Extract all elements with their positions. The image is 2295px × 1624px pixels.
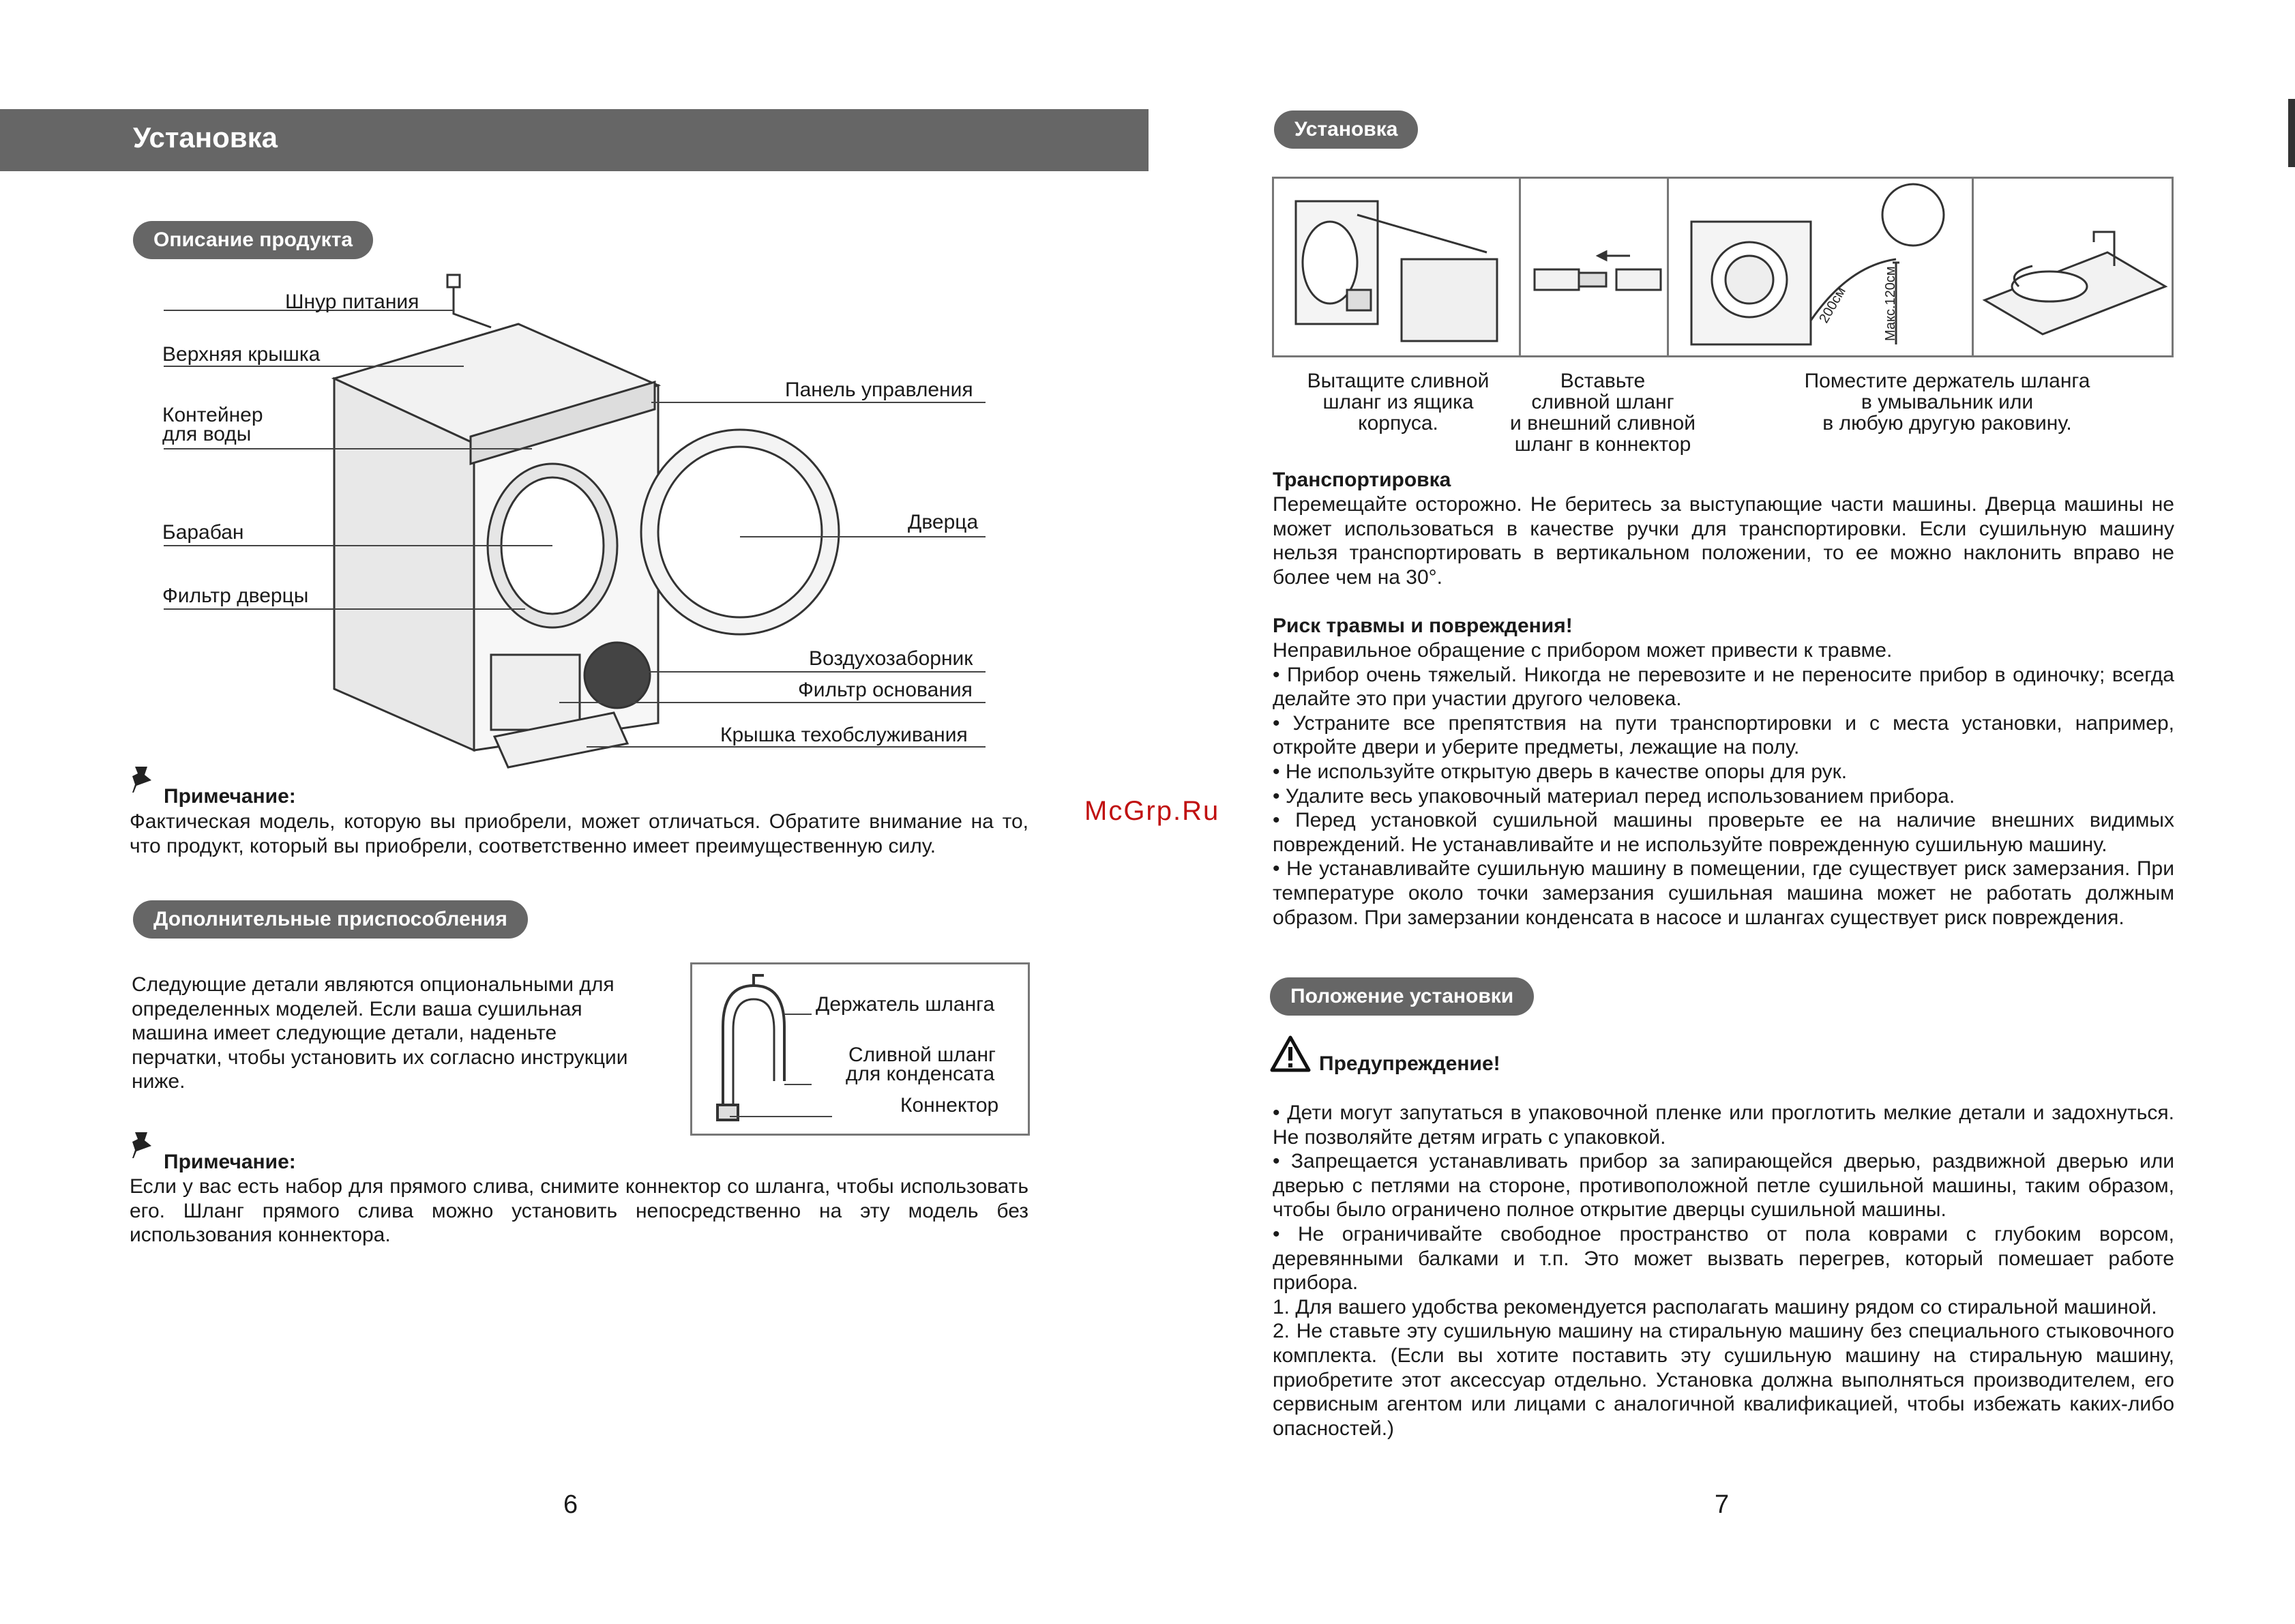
- label-drain-hose-1: Сливной шланг: [848, 1044, 996, 1066]
- caption-step1: Вытащите сливной шланг из ящика корпуса.: [1307, 370, 1490, 434]
- step2-illustration: [1528, 242, 1664, 310]
- warning-list: • Дети могут запутаться в упаковочной пленке или проглотить мелкие детали и задохнуться. Не позволяйте детям играть с упаковкой. • Запрещается устанавливать прибор за запирающейся дверью, раздвижной дверью или дверью с петлями на стороне, противоположной петле сушильной машины, таким образом, чтобы было ограничено полное открытие дверцы сушильной машины. • Не ограничивайте свободное пространство от пола коврами с глубоким ворсом, деревянными балками и т.п. Это может вызвать перегрев, который помешает работе прибора. 1. Для вашего удобства рекомендуется располагать машину рядом со стиральной машиной. 2. Не ставьте эту сушильную машину на стиральную машину без специального стыковочного комплекта. (Если вы хотите поставить эту сушильную машину на стиральную машину, приобретите этот аксессуар отдельно. Установка должна выполняться производителем, его сервисным агентом или лицами с аналогичной квалификацией, чтобы избежать каких-либо опасностей.): [1273, 1102, 2174, 1440]
- section-product-description: Описание продукта: [133, 221, 373, 259]
- note2-text: Если у вас есть набор для прямого слива, снимите коннектор со шланга, чтобы использовать его. Шланг прямого слива можно установить непосредственно на эту модель без использования коннектора.: [130, 1175, 1028, 1247]
- figure-divider: [1667, 177, 1669, 357]
- label-max-height: Макс.120см: [1883, 266, 1898, 341]
- step4-illustration: [1978, 198, 2169, 341]
- transport-title: Транспортировка: [1273, 469, 1451, 491]
- risk-title: Риск травмы и повреждения!: [1273, 615, 1573, 637]
- label-door-filter: Фильтр дверцы: [162, 585, 309, 607]
- figure-divider: [1519, 177, 1521, 357]
- label-control-panel: Панель управления: [785, 379, 973, 401]
- label-drum: Барабан: [162, 521, 244, 544]
- pushpin-icon: [131, 1131, 158, 1162]
- caption-step2: Вставьте сливной шланг и внешний сливной шланг в коннектор: [1510, 370, 1696, 456]
- transport-text: Перемещайте осторожно. Не беритесь за выступающие части машины. Дверца машины не может использоваться в качестве ручки для транспортировки. Если сушильную машину нельзя транспортировать в вертикальном положении, то ее можно наклонить вправо не более чем на 30°.: [1273, 493, 2174, 589]
- figure-divider: [1972, 177, 1974, 357]
- note2-title: Примечание:: [164, 1151, 296, 1173]
- label-air-intake: Воздухозаборник: [809, 647, 973, 670]
- label-service-cover: Крышка техобслуживания: [720, 724, 968, 746]
- hose-holder-illustration: [702, 972, 805, 1129]
- step3-illustration: [1678, 184, 1971, 351]
- accessories-text: Следующие детали являются опциональными для определенных моделей. Если ваша сушильная машина имеет следующие детали, наденьте перчатки, чтобы установить их согласно инструкции ниже.: [132, 973, 628, 1093]
- label-base-filter: Фильтр основания: [798, 679, 973, 701]
- section-accessories: Дополнительные приспособления: [133, 900, 528, 939]
- label-drain-hose-2: для конденсата: [846, 1063, 995, 1085]
- label-water-container-2: для воды: [162, 423, 252, 445]
- label-power-cord: Шнур питания: [285, 291, 419, 313]
- label-hose-holder: Держатель шланга: [816, 993, 995, 1016]
- pushpin-icon: [131, 765, 158, 797]
- label-door: Дверца: [908, 511, 979, 533]
- warning-icon: [1270, 1035, 1311, 1072]
- label-top-cover: Верхняя крышка: [162, 343, 321, 366]
- warning-title: Предупреждение!: [1319, 1052, 1500, 1075]
- page-number-left: 6: [563, 1490, 578, 1519]
- section-installation-position: Положение установки: [1270, 977, 1534, 1016]
- note1-title: Примечание:: [164, 785, 296, 808]
- label-length: 200см: [1816, 284, 1849, 326]
- watermark: McGrp.Ru: [1084, 796, 1220, 826]
- step1-illustration: [1289, 188, 1507, 348]
- caption-step3: Поместите держатель шланга в умывальник или в любую другую раковину.: [1804, 370, 2090, 434]
- page-edge-marker: [2288, 99, 2295, 167]
- label-connector: Коннектор: [900, 1094, 999, 1117]
- page-number-right: 7: [1715, 1490, 1730, 1519]
- label-water-container-1: Контейнер: [162, 404, 263, 426]
- page-title: Установка: [133, 121, 278, 153]
- section-installation: Установка: [1274, 110, 1418, 149]
- risk-list: Неправильное обращение с прибором может привести к травме. • Прибор очень тяжелый. Никогда не перевозите и не переносите прибор в одиночку; всегда делайте это при участии другого человека. • Устраните все препятствия на пути транспортировки и с места установки, например, откройте двери и уберите предметы, лежащие на полу. • Не используйте открытую дверь в качестве опоры для рук. • Удалите весь упаковочный материал перед использованием прибора. • Перед установкой сушильной машины проверьте ее на наличие внешних видимых повреждений. Не устанавливайте и не используйте поврежденную сушильную машину. • Не устанавливайте сушильную машину в помещении, где существует риск замерзания. При температуре около точки замерзания сушильная машина может не работать должным образом. При замерзании конденсата в насосе и шлангах существует риск повреждения.: [1273, 639, 2174, 929]
- note1-text: Фактическая модель, которую вы приобрели, может отличаться. Обратите внимание на то, что продукт, который вы приобрели, соответственно имеет преимущественную силу.: [130, 810, 1028, 857]
